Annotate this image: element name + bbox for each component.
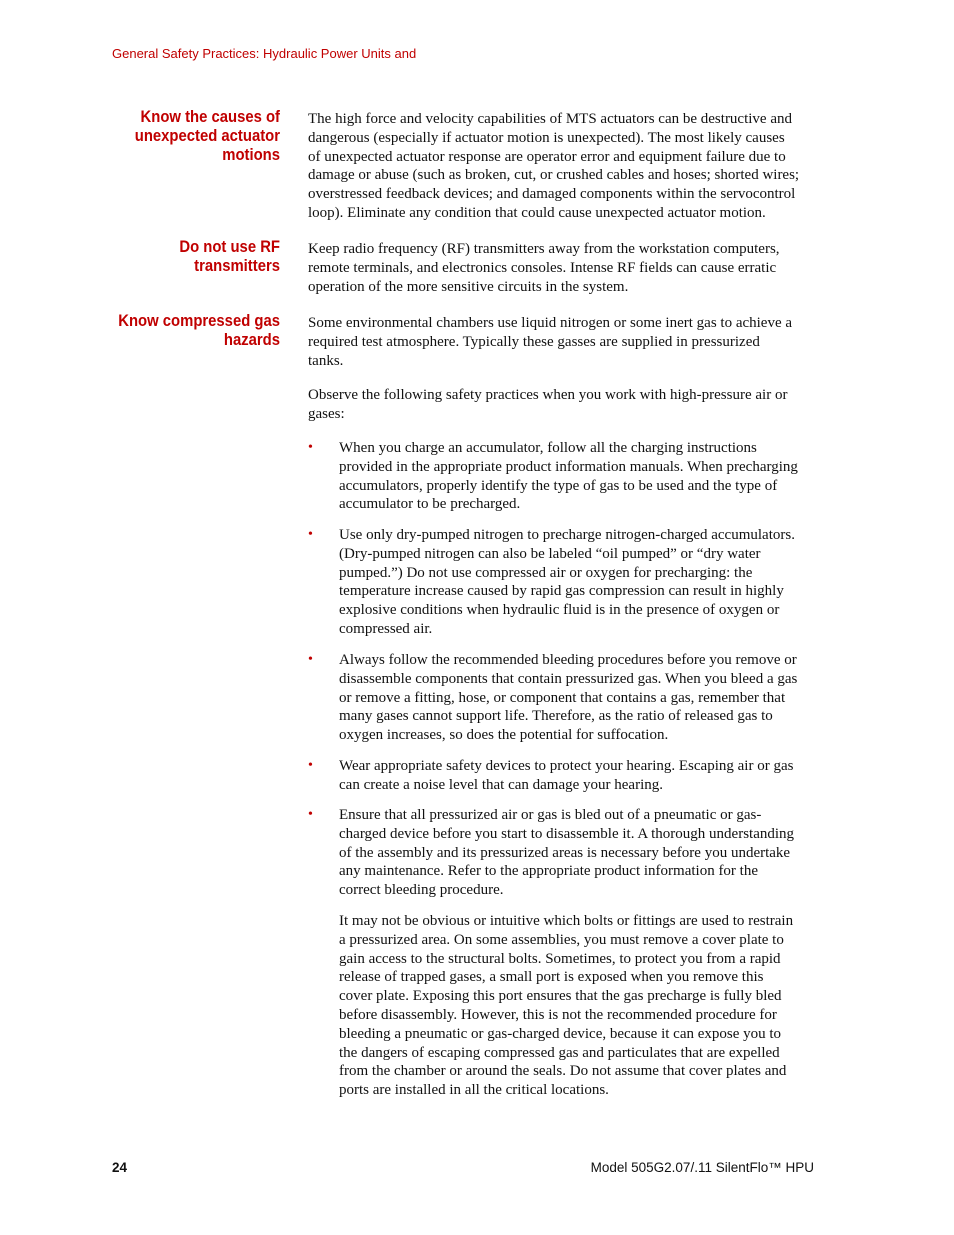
bullet-line: Use only dry-pumped nitrogen to precharge nitrogen-charged accumulators. bbox=[339, 527, 795, 543]
bullet-line: (Dry-pumped nitrogen can also be labeled “oil pumped” or “dry water bbox=[339, 545, 761, 562]
paragraph-line: before disassembly. However, this is not the recommended procedure for bbox=[339, 1006, 777, 1023]
paragraph-line: damage or abuse (such as broken, cut, or crushed cables and hoses; shorted wires; bbox=[308, 167, 800, 184]
bullet-line: or remove a fitting, hose, or component that contains a gas, remember that bbox=[339, 689, 786, 706]
paragraph-line: cover plate. Exposing this port ensures that the gas precharge is fully bled bbox=[339, 988, 782, 1005]
bullet-icon: • bbox=[308, 807, 313, 822]
paragraph-line: remote terminals, and electronics consoles. Intense RF fields can cause erratic bbox=[308, 259, 777, 276]
footer-document-title: Model 505G2.07/.11 SilentFlo™ HPU bbox=[590, 1160, 814, 1175]
bullet-line: correct bleeding procedure. bbox=[339, 882, 504, 899]
bullet-line: temperature increase caused by rapid gas compression can result in highly bbox=[339, 583, 784, 600]
paragraph-line: ports are installed in all the critical locations. bbox=[339, 1082, 609, 1099]
page-number: 24 bbox=[112, 1160, 128, 1175]
bullet-line: pumped.”) Do not use compressed air or oxygen for precharging: the bbox=[339, 564, 753, 581]
heading-line: unexpected actuator bbox=[134, 127, 280, 145]
paragraph-line: Keep radio frequency (RF) transmitters away from the workstation computers, bbox=[308, 241, 780, 257]
paragraph-line: of unexpected actuator response are operator error and equipment failure due to bbox=[308, 148, 786, 165]
bullet-line: Always follow the recommended bleeding procedures before you remove or bbox=[339, 652, 797, 668]
paragraph-line: release of trapped gases, a small port is exposed when you remove this bbox=[339, 969, 764, 986]
paragraph-line: The high force and velocity capabilities of MTS actuators can be destructive and bbox=[308, 111, 792, 127]
bullet-line: explosive conditions when hydraulic fluid is in the presence of oxygen or bbox=[339, 602, 780, 619]
bullet-text bbox=[339, 439, 814, 514]
bullet-line: Ensure that all pressurized air or gas is bled out of a pneumatic or gas- bbox=[339, 807, 762, 823]
section-paragraph-rf-transmitters bbox=[308, 240, 812, 296]
bullet-text bbox=[339, 651, 814, 745]
paragraph-line: operation of the more sensitive circuits in the system. bbox=[308, 278, 629, 295]
bullet-line: can create a noise level that can damage your hearing. bbox=[339, 776, 664, 793]
bullet-line: charged device before you start to disassemble it. A thorough understanding bbox=[339, 825, 795, 842]
bullet-text bbox=[339, 526, 814, 639]
bullet-line: accumulator to be precharged. bbox=[339, 496, 521, 513]
bullet-icon: • bbox=[308, 527, 313, 542]
paragraph-line: Some environmental chambers use liquid nitrogen or some inert gas to achieve a bbox=[308, 315, 793, 331]
paragraph-line: bleeding a pneumatic or gas-charged device, because it can expose you to bbox=[339, 1025, 782, 1042]
heading-line: transmitters bbox=[194, 257, 280, 275]
bullet-line: of the assembly and its pressurized areas is necessary before you undertake bbox=[339, 844, 791, 861]
bullet-line: any maintenance. Refer to the appropriate product information for the bbox=[339, 863, 759, 880]
paragraph-line: overstressed feedback devices; and damaged components within the servocontrol bbox=[308, 186, 796, 203]
bullet-line: Wear appropriate safety devices to protect your hearing. Escaping air or gas bbox=[339, 758, 794, 774]
paragraph-line: tanks. bbox=[308, 352, 344, 369]
paragraph-line: gases: bbox=[308, 405, 345, 422]
heading-line: motions bbox=[222, 146, 280, 164]
paragraph-line: a pressurized area. On some assemblies, you must remove a cover plate to bbox=[339, 931, 784, 948]
bullet-line: disassemble components that contain pressurized gas. When you bleed a gas bbox=[339, 670, 798, 687]
bullet-line: When you charge an accumulator, follow all the charging instructions bbox=[339, 440, 757, 456]
bullet-icon: • bbox=[308, 440, 313, 455]
section-heading-compressed-gas bbox=[100, 312, 280, 350]
paragraph-line: dangerous (especially if actuator motion is unexpected). The most likely causes bbox=[308, 129, 785, 146]
section-paragraph-compressed-gas bbox=[308, 314, 812, 370]
bullet-continuation-paragraph bbox=[339, 912, 814, 1100]
heading-line: hazards bbox=[223, 331, 280, 349]
paragraph-line: It may not be obvious or intuitive which bolts or fittings are used to restrain bbox=[339, 913, 794, 929]
paragraph-line: the dangers of escaping compressed gas and particulates that are expelled bbox=[339, 1044, 780, 1061]
heading-line: Do not use RF bbox=[179, 238, 280, 256]
paragraph-line: loop). Eliminate any condition that could cause unexpected actuator motion. bbox=[308, 204, 766, 221]
running-header: General Safety Practices: Hydraulic Power Units and bbox=[112, 46, 417, 61]
bullet-icon: • bbox=[308, 652, 313, 667]
bullet-line: accumulators, properly identify the type of gas to be used and the type of bbox=[339, 477, 778, 494]
paragraph-line: Observe the following safety practices when you work with high-pressure air or bbox=[308, 387, 788, 403]
bullet-line: provided in the appropriate product information manuals. When precharging bbox=[339, 458, 798, 475]
bullet-icon: • bbox=[308, 758, 313, 773]
paragraph-line: required test atmosphere. Typically these gasses are supplied in pressurized bbox=[308, 333, 760, 350]
heading-line: Know compressed gas bbox=[118, 312, 280, 330]
bullet-text bbox=[339, 806, 814, 900]
section-paragraph-actuator-motions bbox=[308, 110, 812, 223]
section-heading-actuator-motions bbox=[100, 108, 280, 165]
bullet-line: many gases cannot support life. Therefore, as the ratio of released gas to bbox=[339, 708, 773, 725]
heading-line: Know the causes of bbox=[140, 108, 280, 126]
section-heading-rf-transmitters bbox=[100, 238, 280, 276]
safety-practices-intro bbox=[308, 386, 812, 424]
paragraph-line: from the chamber or around the seals. Do not assume that cover plates and bbox=[339, 1063, 787, 1080]
bullet-line: compressed air. bbox=[339, 620, 433, 637]
bullet-text bbox=[339, 757, 814, 795]
paragraph-line: gain access to the structural bolts. Sometimes, to protect you from a rapid bbox=[339, 950, 781, 967]
bullet-line: oxygen increases, so does the potential for suffocation. bbox=[339, 727, 669, 744]
